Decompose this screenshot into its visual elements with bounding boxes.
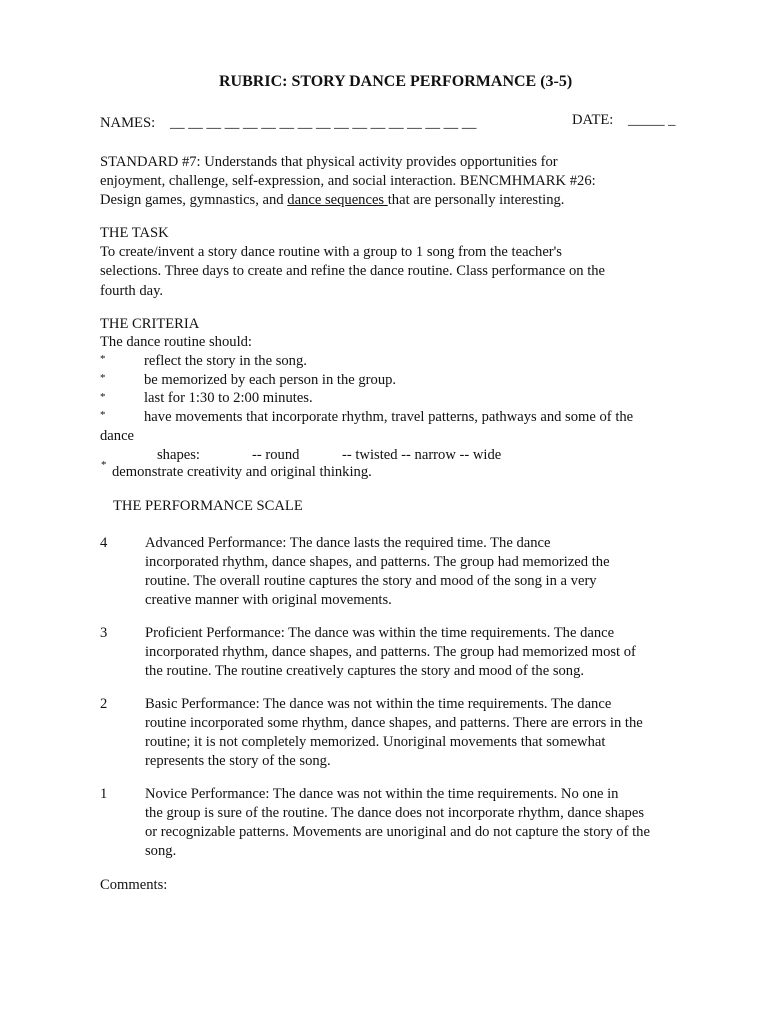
criteria-intro: The dance routine should:: [100, 334, 252, 350]
standard-line-3: [100, 191, 564, 209]
level-line: Novice Performance: The dance was not within the time requirements. No one in: [145, 786, 619, 802]
level-line: represents the story of the song.: [145, 753, 331, 769]
score-number: 1: [100, 786, 108, 802]
task-heading: THE TASK: [100, 225, 169, 241]
date-label: DATE:: [572, 112, 614, 128]
level-line: Basic Performance: The dance was not within the time requirements. The dance: [145, 696, 612, 712]
criteria-item: be memorized by each person in the group.: [144, 372, 397, 388]
shapes-label: shapes:: [157, 447, 200, 463]
page-title: RUBRIC: STORY DANCE PERFORMANCE (3-5): [219, 73, 573, 90]
criteria-item: reflect the story in the song.: [144, 353, 307, 369]
score-number: 3: [100, 625, 108, 641]
score-number: 4: [100, 535, 108, 551]
level-line: incorporated rhythm, dance shapes, and patterns. The group had memorized most of: [145, 644, 636, 660]
level-line: creative manner with original movements.: [145, 592, 392, 608]
criteria-heading: THE CRITERIA: [100, 316, 200, 332]
level-line: or recognizable patterns. Movements are unoriginal and do not capture the story of the: [145, 824, 650, 840]
level-line: incorporated rhythm, dance shapes, and patterns. The group had memorized the: [145, 554, 610, 570]
scale-heading: THE PERFORMANCE SCALE: [113, 498, 303, 514]
bullet-marker: *: [101, 459, 107, 471]
standard-line-1: STANDARD #7: Understands that physical activity provides opportunities for: [100, 154, 558, 170]
level-line: Advanced Performance: The dance lasts the required time. The dance: [145, 535, 551, 551]
criteria-item: demonstrate creativity and original thinking.: [112, 464, 372, 480]
standard-line-3-start: Design games, gymnastics, and: [100, 192, 288, 208]
bullet-marker: *: [100, 409, 106, 421]
level-line: routine; it is not completely memorized. Unoriginal movements that somewhat: [145, 734, 606, 750]
bullet-marker: *: [100, 353, 106, 365]
comments-label: Comments:: [100, 877, 168, 893]
bullet-marker: *: [100, 372, 106, 384]
names-field[interactable]: __ __ __ __ __ __ __ __ __ __ __ __ __ __ __ __ __: [170, 115, 477, 131]
task-line: fourth day.: [100, 283, 164, 299]
level-line: the group is sure of the routine. The dance does not incorporate rhythm, dance shapes: [145, 805, 645, 821]
level-line: routine. The overall routine captures the story and mood of the song in a very: [145, 573, 597, 589]
level-line: song.: [145, 843, 177, 859]
bullet-marker: *: [100, 391, 106, 403]
date-field[interactable]: _____ _: [628, 112, 676, 128]
names-label: NAMES:: [100, 115, 156, 131]
task-line: To create/invent a story dance routine with a group to 1 song from the teacher's: [100, 244, 562, 260]
criteria-item: last for 1:30 to 2:00 minutes.: [144, 390, 313, 406]
standard-line-3-end: that are personally interesting.: [387, 192, 565, 208]
shape-option: -- round: [252, 447, 300, 463]
criteria-item: have movements that incorporate rhythm, travel patterns, pathways and some of the: [144, 409, 634, 425]
score-number: 2: [100, 696, 108, 712]
task-line: selections. Three days to create and refine the dance routine. Class performance on the: [100, 263, 606, 279]
level-line: Proficient Performance: The dance was within the time requirements. The dance: [145, 625, 615, 641]
dance-sequences-underlined: dance sequences: [287, 192, 388, 208]
level-line: the routine. The routine creatively captures the story and mood of the song.: [145, 663, 585, 679]
standard-line-2: enjoyment, challenge, self-expression, and social interaction. BENCMHMARK #26:: [100, 173, 596, 189]
criteria-item-wrap: dance: [100, 428, 135, 444]
shape-option: -- twisted -- narrow -- wide: [342, 447, 502, 463]
level-line: routine incorporated some rhythm, dance shapes, and patterns. There are errors in the: [145, 715, 643, 731]
